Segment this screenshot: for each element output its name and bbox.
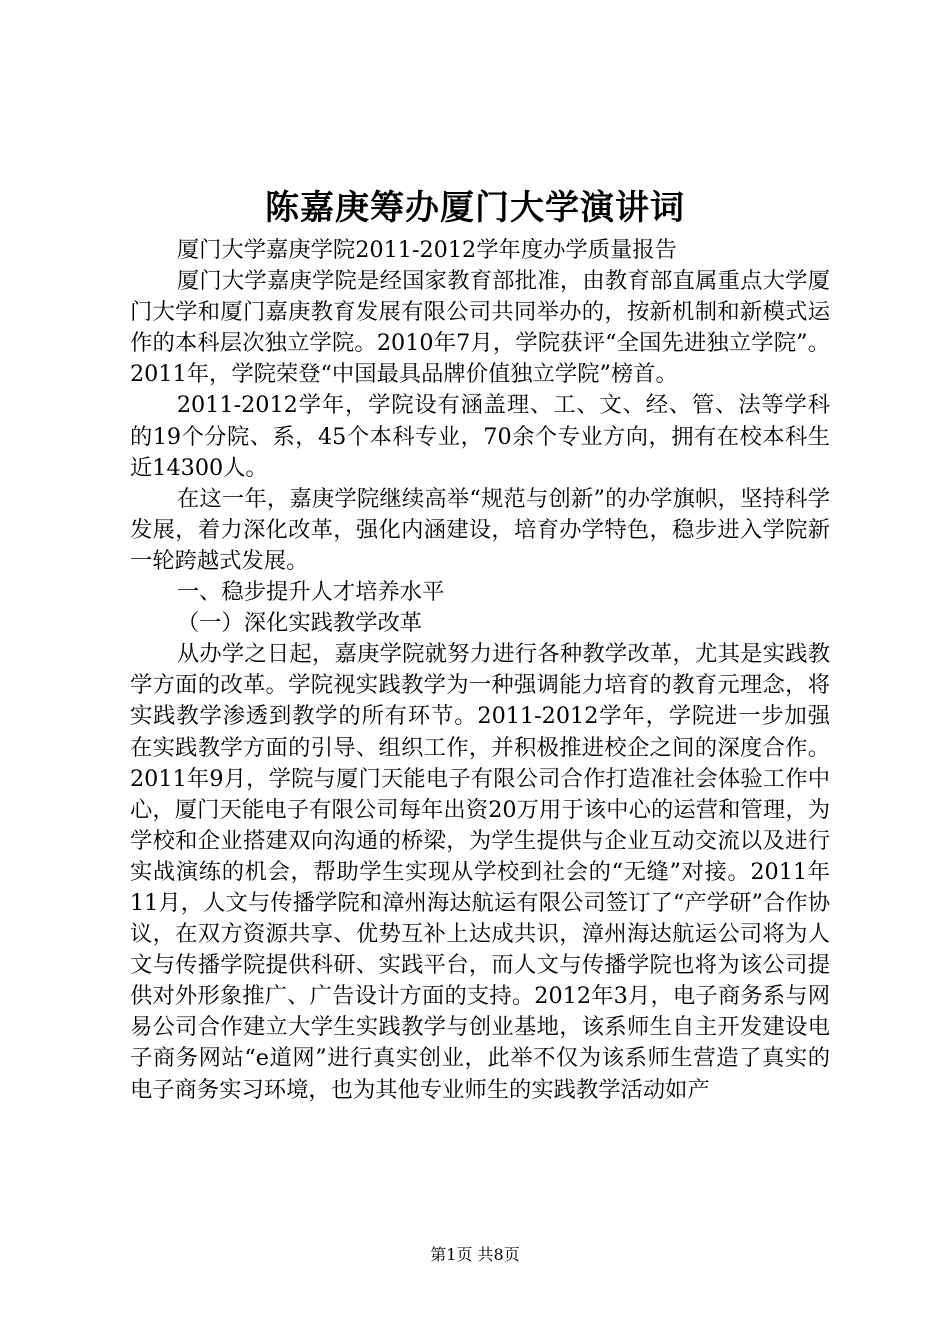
paragraph-year-summary: 在这一年，嘉庚学院继续高举“规范与创新”的办学旗帜，坚持科学发展，着力深化改革，强化内涵建设，培育办学特色，稳步进入学院新一轮跨越式发展。 [130, 485, 830, 574]
paragraph-intro: 厦门大学嘉庚学院是经国家教育部批准，由教育部直属重点大学厦门大学和厦门嘉庚教育发展有限公司共同举办的，按新机制和新模式运作的本科层次独立学院。2010年7月，学院获评“全国先进独立学院”。2011年，学院荣登“中国最具品牌价值独立学院”榜首。 [130, 268, 830, 388]
report-heading: 厦门大学嘉庚学院2011-2012学年度办学质量报告 [176, 237, 677, 263]
subsection-heading: （一）深化实践教学改革 [176, 610, 423, 637]
paragraph-practice-teaching: 从办学之日起，嘉庚学院就努力进行各种教学改革，尤其是实践教学方面的改革。学院视实践教学为一种强调能力培育的教育元理念，将实践教学渗透到教学的所有环节。2011-2012学年，学院进一步加强在实践教学方面的引导、组织工作，并积极推进校企之间的深度合作。2011年9月，学院与厦门天能电子有限公司合作打造准社会体验工作中心，厦门天能电子有限公司每年出资20万用于该中心的运营和管理，为学校和企业搭建双向沟通的桥梁，为学生提供与企业互动交流以及进行实战演练的机会，帮助学生实现从学校到社会的“无缝”对接。2011年11月，人文与传播学院和漳州海达航运有限公司签订了“产学研”合作协议，在双方资源共享、优势互补上达成共识，漳州海达航运公司将为人文与传播学院提供科研、实践平台，而人文与传播学院也将为该公司提供对外形象推广、广告设计方面的支持。2012年3月，电子商务系与网易公司合作建立大学生实践教学与创业基地，该系师生自主开发建设电子商务网站“e道网”进行真实创业，此举不仅为该系师生营造了真实的电子商务实习环境，也为其他专业师生的实践教学活动如产 [130, 641, 830, 1103]
document-title: 陈嘉庚筹办厦门大学演讲词 [265, 188, 685, 228]
page-number-footer: 第1页 共8页 [430, 1245, 520, 1264]
document-body [130, 235, 830, 1106]
paragraph-faculties: 2011-2012学年，学院设有涵盖理、工、文、经、管、法等学科的19个分院、系，45个本科专业，70余个专业方向，拥有在校本科生近14300人。 [130, 392, 830, 481]
section-heading: 一、稳步提升人才培养水平 [176, 579, 445, 606]
